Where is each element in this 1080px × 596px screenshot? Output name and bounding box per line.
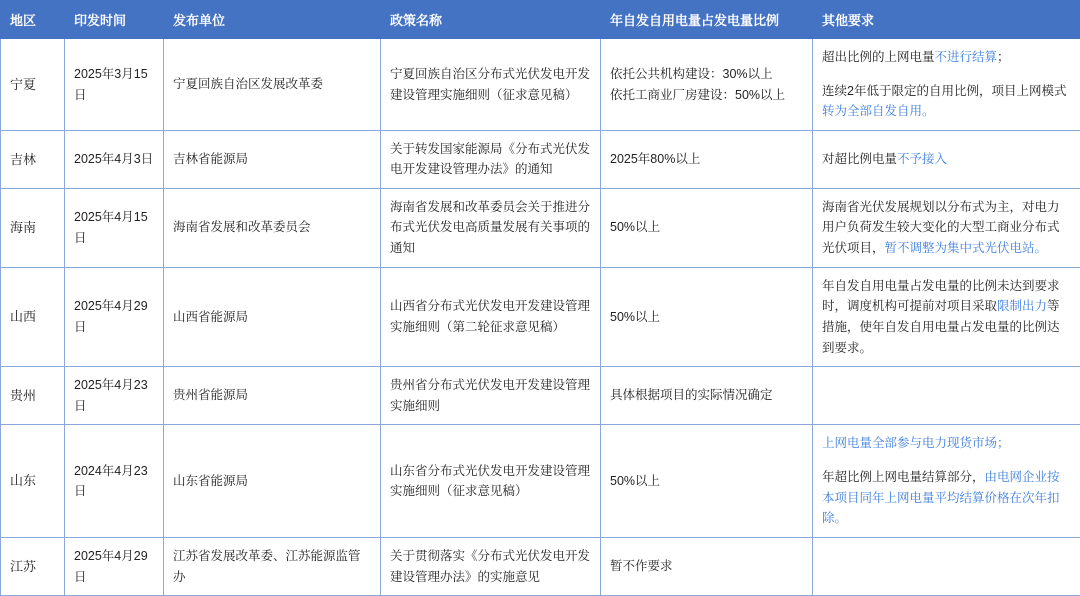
- table-header-row: [1, 1, 1080, 39]
- cell-self-use-ratio: [601, 538, 813, 596]
- highlighted-text: 不进行结算: [934, 50, 998, 65]
- requirement-paragraph: [822, 276, 1071, 359]
- cell-issuer: 宁夏回族自治区发展改革委: [164, 39, 381, 131]
- cell-issue-date: 2025年3月15日: [65, 39, 164, 131]
- column-header-issue-date: 印发时间: [65, 1, 164, 39]
- cell-self-use-ratio: [601, 188, 813, 267]
- table-body: [1, 39, 1080, 596]
- cell-policy-name: 贵州省分布式光伏发电开发建设管理实施细则: [381, 367, 601, 425]
- cell-other-requirements: [813, 39, 1080, 131]
- plain-text: 海南省光伏发展规划以分布式为主，对电力用户负荷发生较大变化的大型工商业分布式光伏项目，: [822, 199, 1060, 255]
- table-row: [1, 425, 1080, 538]
- column-header-policy-name: 政策名称: [381, 1, 601, 39]
- table-row: [1, 188, 1080, 267]
- table-row: [1, 367, 1080, 425]
- cell-issue-date: 2025年4月29日: [65, 538, 164, 596]
- plain-text: 年超比例上网电量结算部分，: [822, 470, 985, 485]
- cell-policy-name: 海南省发展和改革委员会关于推进分布式光伏发电高质量发展有关事项的通知: [381, 188, 601, 267]
- cell-region: 宁夏: [1, 39, 65, 131]
- cell-region: 山西: [1, 267, 65, 367]
- ratio-line: 50%以上: [610, 309, 661, 324]
- highlighted-text: 不予接入: [897, 152, 948, 167]
- cell-issue-date: 2025年4月29日: [65, 267, 164, 367]
- cell-other-requirements: [813, 367, 1080, 425]
- column-header-issuer: 发布单位: [164, 1, 381, 39]
- cell-other-requirements: [813, 267, 1080, 367]
- ratio-line: 2025年80%以上: [610, 152, 701, 167]
- cell-self-use-ratio: [601, 39, 813, 131]
- plain-text: 年自发自用电量占发电量的比例未达到要求时，调度机构可提前对项目采取: [822, 278, 1060, 314]
- ratio-line: 依托工商业厂房建设：50%以上: [610, 87, 786, 102]
- ratio-line: 暂不作要求: [610, 559, 673, 574]
- cell-issuer: 山东省能源局: [164, 425, 381, 538]
- cell-region: 吉林: [1, 131, 65, 189]
- column-header-self-use-ratio: 年自发自用电量占发电量比例: [601, 1, 813, 39]
- cell-self-use-ratio: [601, 367, 813, 425]
- cell-issuer: 贵州省能源局: [164, 367, 381, 425]
- table-row: [1, 267, 1080, 367]
- cell-issue-date: 2025年4月3日: [65, 131, 164, 189]
- cell-policy-name: 宁夏回族自治区分布式光伏发电开发建设管理实施细则（征求意见稿）: [381, 39, 601, 131]
- plain-text: ；: [997, 50, 1010, 65]
- cell-policy-name: 关于贯彻落实《分布式光伏发电开发建设管理办法》的实施意见: [381, 538, 601, 596]
- cell-policy-name: 关于转发国家能源局《分布式光伏发电开发建设管理办法》的通知: [381, 131, 601, 189]
- cell-policy-name: 山东省分布式光伏发电开发建设管理实施细则（征求意见稿）: [381, 425, 601, 538]
- cell-region: 江苏: [1, 538, 65, 596]
- highlighted-text: 由电网企业按本项目同年上网电量平均结算价格在次年扣除。: [822, 470, 1060, 526]
- cell-policy-name: 山西省分布式光伏发电开发建设管理实施细则（第二轮征求意见稿）: [381, 267, 601, 367]
- plain-text: 对超比例电量: [822, 152, 898, 167]
- cell-self-use-ratio: [601, 425, 813, 538]
- ratio-line: 50%以上: [610, 473, 661, 488]
- cell-other-requirements: [813, 538, 1080, 596]
- cell-other-requirements: [813, 131, 1080, 189]
- cell-issue-date: 2024年4月23日: [65, 425, 164, 538]
- highlighted-text: 暂不调整为集中式光伏电站。: [884, 240, 1048, 255]
- ratio-line: 依托公共机构建设：30%以上: [610, 66, 773, 81]
- requirement-paragraph: [822, 47, 1071, 68]
- ratio-line: 50%以上: [610, 220, 661, 235]
- table-header: [1, 1, 1080, 39]
- column-header-region: 地区: [1, 1, 65, 39]
- requirement-paragraph: [822, 467, 1071, 529]
- column-header-other-requirements: 其他要求: [813, 1, 1080, 39]
- cell-issuer: 山西省能源局: [164, 267, 381, 367]
- requirement-paragraph: [822, 433, 1071, 454]
- cell-other-requirements: [813, 425, 1080, 538]
- highlighted-text: 上网电量全部参与电力现货市场；: [822, 436, 1010, 451]
- cell-region: 贵州: [1, 367, 65, 425]
- cell-region: 海南: [1, 188, 65, 267]
- plain-text: 连续2年低于限定的自用比例，项目上网模式: [822, 83, 1067, 98]
- cell-self-use-ratio: [601, 131, 813, 189]
- table-row: [1, 39, 1080, 131]
- table-row: [1, 131, 1080, 189]
- cell-other-requirements: [813, 188, 1080, 267]
- requirement-paragraph: [822, 81, 1071, 122]
- cell-issuer: 江苏省发展改革委、江苏能源监管办: [164, 538, 381, 596]
- plain-text: 等措施，使年自发自用电量占发电量的比例达到要求。: [822, 299, 1060, 355]
- cell-self-use-ratio: [601, 267, 813, 367]
- requirement-paragraph: [822, 149, 1071, 170]
- cell-issue-date: 2025年4月15日: [65, 188, 164, 267]
- table-row: [1, 538, 1080, 596]
- highlighted-text: 限制出力: [997, 299, 1048, 314]
- requirement-paragraph: [822, 197, 1071, 259]
- cell-issue-date: 2025年4月23日: [65, 367, 164, 425]
- cell-issuer: 海南省发展和改革委员会: [164, 188, 381, 267]
- ratio-line: 具体根据项目的实际情况确定: [610, 388, 773, 403]
- plain-text: 超出比例的上网电量: [822, 50, 935, 65]
- cell-issuer: 吉林省能源局: [164, 131, 381, 189]
- highlighted-text: 转为全部自发自用。: [822, 104, 935, 119]
- cell-region: 山东: [1, 425, 65, 538]
